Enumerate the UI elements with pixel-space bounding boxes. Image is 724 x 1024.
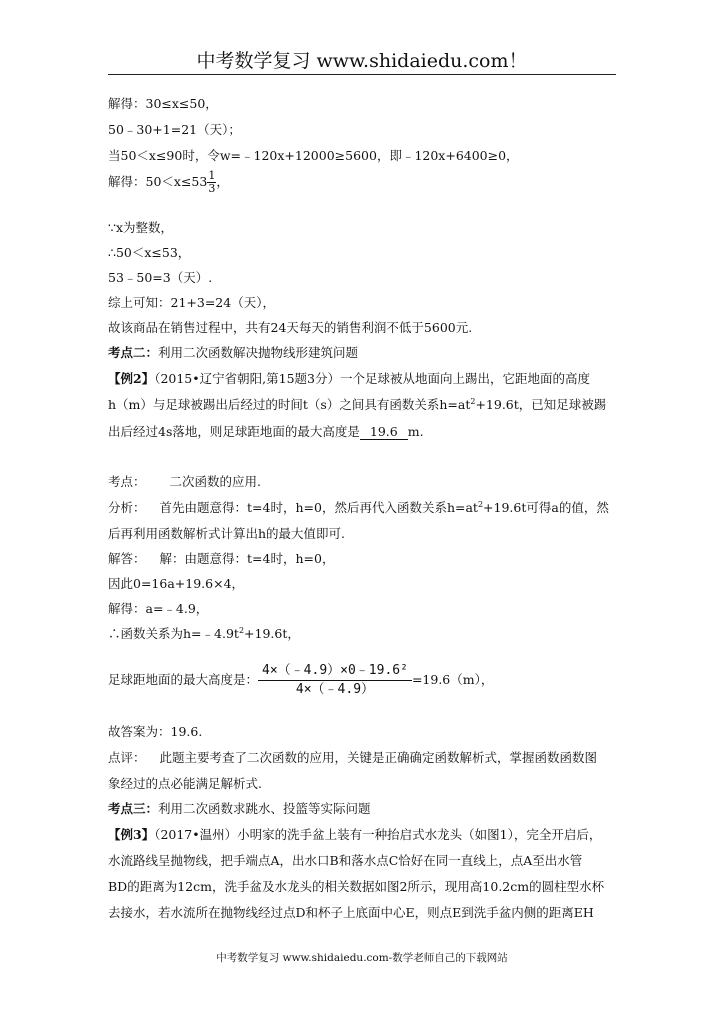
- superscript: 2: [477, 499, 484, 509]
- fraction-denominator: 3: [208, 182, 216, 195]
- text-line: 故答案为：19.6.: [108, 724, 203, 739]
- text-segment: 解：由题意得：t=4时，h=0，: [159, 551, 335, 566]
- text-segment: m.: [407, 424, 424, 439]
- example-3-line-3: BD的距离为12cm，洗手盆及水龙头的相关数据如图2所示，现用高10.2cm的圆柱型水杯: [108, 879, 605, 894]
- example-3-line-2: 水流路线呈抛物线，把手端点A，出水口B和落水点C恰好在同一直线上，点A至出水管: [108, 853, 583, 868]
- example-label: 【例2】: [108, 371, 155, 386]
- section-title: 利用二次函数求跳水、投篮等实际问题: [158, 801, 371, 816]
- text-segment: ，: [216, 174, 229, 189]
- text-segment: 二次函数的应用.: [169, 474, 261, 489]
- section-heading-3: [108, 799, 371, 817]
- page-footer: [0, 950, 724, 965]
- section-label: 考点二：: [108, 345, 159, 360]
- text-segment: h（m）与足球被踢出后经过的时间t（s）之间具有函数关系h=at: [108, 397, 471, 412]
- text-line: 当50＜x≤90时，令w=﹣120x+12000≥5600，即﹣120x+6400≥0，: [108, 148, 519, 163]
- text-segment: 首先由题意得：t=4时，h=0，然后再代入函数关系h=at: [159, 500, 478, 515]
- section-label: 考点三：: [108, 801, 159, 816]
- comment-line-2: 象经过的点必能满足解析式.: [108, 776, 262, 791]
- label: 点评：: [108, 750, 146, 765]
- text-segment: 解得：50＜x≤53: [108, 174, 208, 189]
- fraction-denominator: 4×（﹣4.9）: [295, 682, 375, 697]
- fraction-numerator: 4×（﹣4.9）×0﹣19.6²: [258, 662, 412, 681]
- kaodian-line: [108, 472, 261, 490]
- label: 分析：: [108, 500, 146, 515]
- max-height-line: [108, 662, 493, 699]
- text-line: [108, 624, 300, 642]
- solution-line: [108, 549, 334, 567]
- text-segment: 足球距地面的最大高度是：: [108, 672, 259, 687]
- superscript: 2: [238, 625, 245, 635]
- section-heading-2: [108, 343, 358, 361]
- text-line: 解得：30≤x≤50，: [108, 96, 218, 111]
- text-line: 53﹣50=3（天）.: [108, 270, 213, 285]
- footer-text: 中考数学复习 www.shidaiedu.com-数学老师自己的下载网站: [216, 952, 508, 964]
- fraction: [258, 662, 412, 699]
- example-2-line-2: [108, 395, 606, 413]
- text-segment: +19.6t，已知足球被踢: [475, 397, 607, 412]
- text-segment: 此题主要考查了二次函数的应用，关键是正确确定函数解析式，掌握函数函数图: [159, 750, 598, 765]
- fraction: [207, 170, 216, 195]
- example-3-line-1: [108, 825, 601, 843]
- example-3-line-4: 去接水，若水流所在抛物线经过点D和杯子上底面中心E，则点E到洗手盆内侧的距离EH: [108, 905, 594, 920]
- section-title: 利用二次函数解决抛物线形建筑问题: [158, 345, 359, 360]
- text-line: 50﹣30+1=21（天）；: [108, 122, 241, 137]
- fraction-numerator: 1: [208, 169, 216, 182]
- analysis-line-2: 后再利用函数解析式计算出h的最大值即可.: [108, 526, 346, 541]
- example-2-line-3: [108, 422, 424, 440]
- label: 解答：: [108, 551, 146, 566]
- text-line: 解得：a=﹣4.9，: [108, 601, 209, 616]
- analysis-line-1: [108, 498, 609, 516]
- text-line: 因此0=16a+19.6×4，: [108, 576, 245, 591]
- text-segment: （2015•辽宁省朝阳,第15题3分）一个足球被从地面向上踢出，它距地面的高度: [154, 371, 590, 386]
- comment-line-1: [108, 748, 597, 766]
- text-line: ∴50＜x≤53，: [108, 245, 191, 260]
- text-segment: 出后经过4s落地，则足球距地面的最大高度是: [108, 424, 360, 439]
- example-2-line-1: [108, 369, 590, 387]
- text-segment: =19.6（m），: [411, 672, 494, 687]
- text-segment: +19.6t可得a的值，然: [483, 500, 609, 515]
- text-segment: ∴函数关系为h=﹣4.9t: [108, 626, 239, 641]
- answer-blank: 19.6: [360, 424, 408, 440]
- header-title: 中考数学复习 www.shidaiedu.com！: [196, 50, 528, 72]
- example-label: 【例3】: [108, 827, 155, 842]
- superscript: 2: [470, 396, 476, 406]
- text-line: ∵x为整数，: [108, 220, 174, 235]
- text-line: 故该商品在销售过程中，共有24天每天的销售利润不低于5600元.: [108, 320, 473, 335]
- text-line: 综上可知：21+3=24（天），: [108, 295, 275, 310]
- text-segment: （2017•温州）小明家的洗手盆上装有一种抬启式水龙头（如图1），完全开启后，: [154, 827, 602, 842]
- text-line: [108, 170, 229, 195]
- page-header: [108, 48, 616, 75]
- text-segment: +19.6t，: [244, 626, 300, 641]
- label: 考点：: [108, 474, 146, 489]
